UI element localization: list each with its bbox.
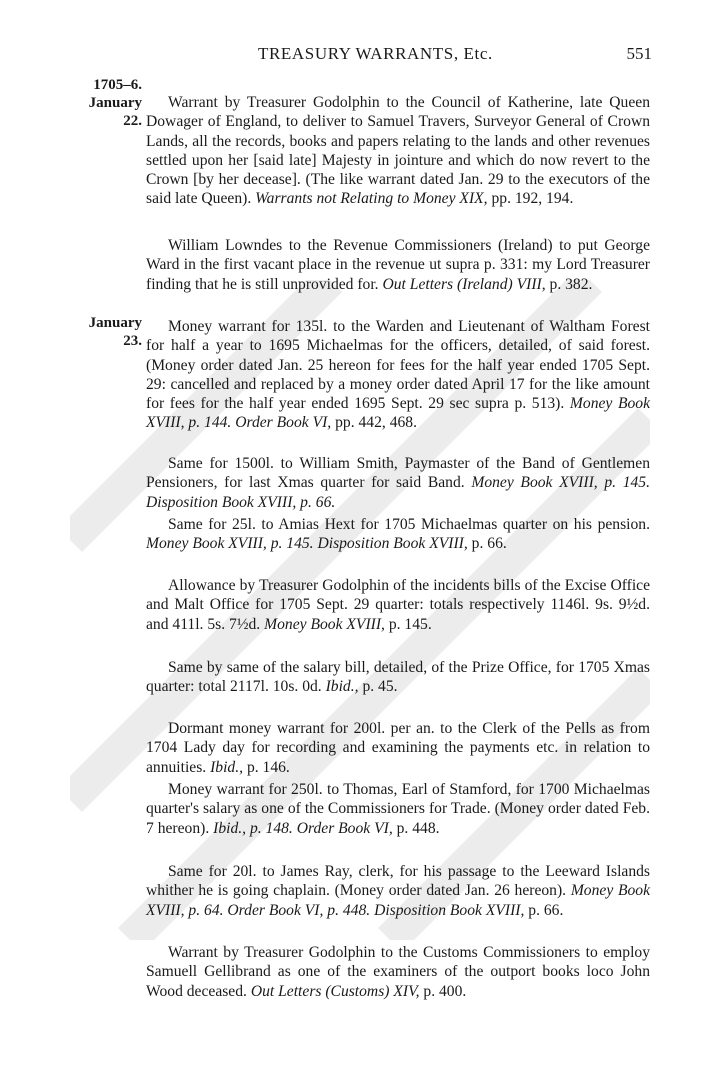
entry-reference-page: p. 382. <box>549 275 593 293</box>
entry-reference: Out Letters (Ireland) VIII, <box>382 275 546 293</box>
page-header <box>0 44 720 68</box>
entry-text: Same by same of the salary bill, detailed, of the Prize Office, for 1705 Xmas quarter: total 2117l. 10s. 0d. <box>146 659 650 696</box>
margin-date <box>64 314 142 350</box>
entry-text: Warrant by Treasurer Godolphin to the Council of Katherine, late Queen Dowager of England, to deliver to Samuel Travers, Surveyor General of Crown Lands, all the records, books and papers relating to the lands and other revenues settled upon her [said late] Majesty in jointure and which do now revert to the Crown [by her decease]. (The like warrant dated Jan. 29 to the executors of the said late Queen). <box>146 94 650 208</box>
entry-paragraph <box>146 943 650 1001</box>
entry-text: Money warrant for 135l. to the Warden and Lieutenant of Waltham Forest for half a year to 1695 Michaelmas for the officers, detailed, of said forest. (Money order dated Jan. 25 hereon for fees for the half year ended 1705 Sept. 29: cancelled and replaced by a money order dated April 17 for the like amount for fees for the half year ended 1695 Sept. 29 sec supra p. 513). <box>146 318 650 413</box>
entry-paragraph <box>146 780 650 838</box>
entry-paragraph <box>146 454 650 512</box>
entry-reference-page: p. 400. <box>423 982 467 1000</box>
margin-date-day: 23. <box>123 333 142 349</box>
entry-reference-page: pp. 192, 194. <box>491 190 574 208</box>
entry-reference-page: pp. 442, 468. <box>335 414 417 432</box>
entry-text: Same for 1500l. to William Smith, Paymaster of the Band of Gentlemen Pensioners, for last Xmas quarter for said Band. <box>146 455 650 492</box>
entry-paragraph <box>146 576 650 634</box>
entry-reference-page: p. 146. <box>246 758 290 776</box>
margin-date <box>64 76 142 130</box>
entry-reference-page: p. 45. <box>362 678 398 696</box>
entry-text: Allowance by Treasurer Godolphin of the incidents bills of the Excise Office and Malt Office for 1705 Sept. 29 quarter: totals respectively 1146l. 9s. 9½d. and 411l. 5s. 7½d. <box>146 577 650 633</box>
entry-reference-page: p. 145. <box>388 615 432 633</box>
entry-paragraph <box>146 658 650 697</box>
margin-date-month: January <box>88 315 142 331</box>
page-number: 551 <box>626 44 652 63</box>
entry-paragraph <box>146 317 650 433</box>
entry-reference: Warrants not Relating to Money XIX, <box>255 190 488 208</box>
entry-text: William Lowndes to the Revenue Commissioners (Ireland) to put George Ward in the first vacant place in the revenue ut supra p. 331: my Lord Treasurer finding that he is still unprovided for. <box>146 237 650 293</box>
entry-paragraph <box>146 719 650 777</box>
entry-paragraph <box>146 862 650 920</box>
entry-text: Dormant money warrant for 200l. per an. to the Clerk of the Pells as from 1704 Lady day for recording and examining the payments etc. in relation to annuities. <box>146 720 650 776</box>
entry-reference: Ibid., <box>210 758 244 776</box>
entry-text: Same for 20l. to James Ray, clerk, for his passage to the Leeward Islands whither he is going chaplain. (Money order dated Jan. 26 hereon). <box>146 863 650 900</box>
entry-reference: Ibid., p. 148. Order Book VI, <box>213 819 393 837</box>
entry-paragraph <box>146 515 650 554</box>
entry-paragraph <box>146 236 650 294</box>
entry-text: Same for 25l. to Amias Hext for 1705 Michaelmas quarter on his pension. <box>168 516 650 533</box>
entry-paragraph <box>146 93 650 209</box>
entry-text: Warrant by Treasurer Godolphin to the Customs Commissioners to employ Samuell Gellibrand as one of the examiners of the outport books loco John Wood deceased. <box>146 944 650 1000</box>
entry-reference: Money Book XVIII, p. 144. Order Book VI, <box>146 395 651 432</box>
margin-date-day: 22. <box>123 113 142 129</box>
entry-reference: Ibid., <box>325 678 359 696</box>
margin-date-year: 1705–6. <box>93 77 142 93</box>
entry-reference-page: p. 448. <box>396 819 440 837</box>
entry-reference: Money Book XVIII, p. 145. Disposition Book XVIII, <box>146 535 468 553</box>
entry-reference: Money Book XVIII, p. 145. Disposition Book XVIII, p. 66. <box>146 474 650 511</box>
running-title: TREASURY WARRANTS, Etc. <box>258 44 493 63</box>
entry-reference: Money Book XVIII, <box>264 615 385 633</box>
entry-reference-page: p. 66. <box>471 535 507 553</box>
entry-reference: Out Letters (Customs) XIV, <box>250 982 420 1000</box>
margin-date-month: January <box>88 95 142 111</box>
entry-reference-page: p. 66. <box>528 901 564 919</box>
entry-text: Money warrant for 250l. to Thomas, Earl of Stamford, for 1700 Michaelmas quarter's salary as one of the Commissioners for Trade. (Money order dated Feb. 7 hereon). <box>146 781 650 837</box>
entry-reference: Money Book XVIII, p. 64. Order Book VI, p. 448. Disposition Book XVIII, <box>146 882 651 919</box>
